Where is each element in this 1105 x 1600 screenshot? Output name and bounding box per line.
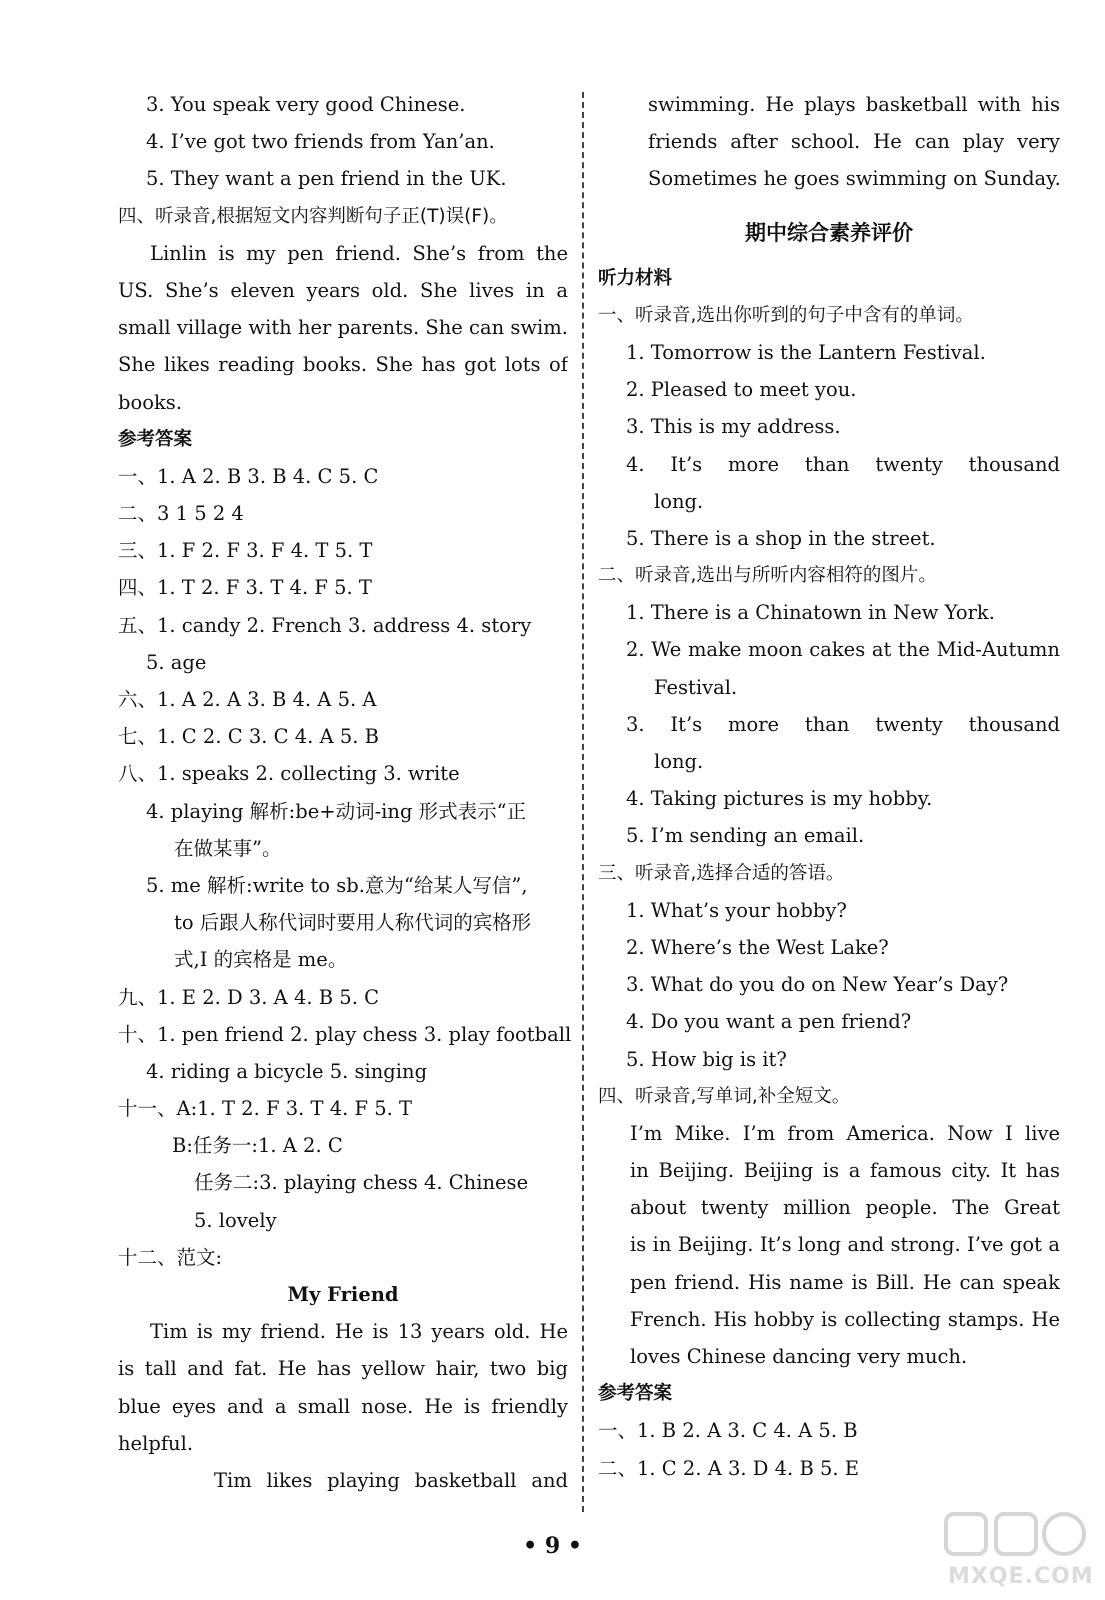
text-line: 十一、A:1. T 2. F 3. T 4. F 5. T <box>118 1097 413 1121</box>
text-line: 三、1. F 2. F 3. F 4. T 5. T <box>118 539 373 563</box>
text-line: 4. Do you want a pen friend? <box>626 1010 912 1034</box>
text-line: 二、3 1 5 2 4 <box>118 502 244 526</box>
text-line: 三、听录音,选择合适的答语。 <box>598 862 845 884</box>
text-line: B:任务一:1. A 2. C <box>172 1134 343 1158</box>
text-line: 2. We make moon cakes at the Mid-Autumn <box>626 638 1060 662</box>
text-line: 3. This is my address. <box>626 415 841 439</box>
text-line: is in Beijing. It’s long and strong. I’ve got a <box>630 1233 1060 1257</box>
text-line: 3. You speak very good Chinese. <box>146 93 466 116</box>
text-line: 五、1. candy 2. French 3. address 4. story <box>118 613 532 637</box>
text-line: 七、1. C 2. C 3. C 4. A 5. B <box>118 725 379 749</box>
text-line: US. She’s eleven years old. She lives in a <box>118 278 568 302</box>
text-line: pen friend. His name is Bill. He can speak <box>630 1270 1060 1294</box>
text-line: 一、听录音,选出你听到的句子中含有的单词。 <box>598 304 974 326</box>
text-line: Festival. <box>654 675 738 699</box>
text-line: 二、听录音,选出与所听内容相符的图片。 <box>598 565 937 587</box>
text-line: long. <box>654 489 704 513</box>
text-line: 六、1. A 2. A 3. B 4. A 5. A <box>118 688 377 711</box>
text-line: 1. Tomorrow is the Lantern Festival. <box>626 340 986 364</box>
text-line: is tall and fat. He has yellow hair, two big <box>118 1357 568 1381</box>
text-line: small village with her parents. She can swim. <box>118 316 568 340</box>
text-line: long. <box>654 750 704 773</box>
text-line: 十、1. pen friend 2. play chess 3. play football <box>118 1022 572 1046</box>
text-line: 一、1. A 2. B 3. B 4. C 5. C <box>118 464 379 488</box>
text-line: to 后跟人称代词时要用人称代词的宾格形 <box>174 911 532 935</box>
text-line: 四、听录音,根据短文内容判断句子正(T)误(F)。 <box>118 205 508 227</box>
text-line: 4. It’s more than twenty thousand <box>626 452 1060 476</box>
text-line: 1. What’s your hobby? <box>626 898 847 922</box>
right-column <box>598 86 1060 1487</box>
watermark-text: MXQE.COM <box>948 1564 1094 1589</box>
text-line: 4. I’ve got two friends from Yan’an. <box>146 130 495 154</box>
text-line: about twenty million people. The Great <box>630 1196 1060 1220</box>
text-line: 式,I 的宾格是 me。 <box>174 948 348 972</box>
text-line: Linlin is my pen friend. She’s from the <box>150 241 568 265</box>
text-line: 3. It’s more than twenty thousand <box>626 712 1060 736</box>
text-line: swimming. He plays basketball with his <box>648 93 1060 116</box>
watermark-icon <box>940 1508 1090 1568</box>
section-title: 期中综合素养评价 <box>745 219 913 245</box>
text-line: My Friend <box>287 1283 399 1306</box>
text-line: 2. Where’s the West Lake? <box>626 935 889 959</box>
text-line: Sometimes he goes swimming on Sunday. <box>648 167 1061 191</box>
text-line: 5. age <box>146 650 207 674</box>
text-line: 5. I’m sending an email. <box>626 824 865 848</box>
text-line: blue eyes and a small nose. He is friendly <box>118 1394 568 1418</box>
text-line: 任务二:3. playing chess 4. Chinese <box>194 1171 529 1195</box>
text-line: 5. me 解析:write to sb.意为“给某人写信”, <box>146 873 528 897</box>
text-line: French. His hobby is collecting stamps. He <box>630 1307 1060 1331</box>
text-line: 1. There is a Chinatown in New York. <box>626 601 995 625</box>
text-line: 3. What do you do on New Year’s Day? <box>626 973 1009 997</box>
text-line: I’m Mike. I’m from America. Now I live <box>630 1121 1060 1145</box>
text-line: 十二、范文: <box>118 1245 223 1269</box>
text-line: 4. Taking pictures is my hobby. <box>626 787 933 811</box>
text-line: 5. There is a shop in the street. <box>626 526 936 550</box>
text-line: 八、1. speaks 2. collecting 3. write <box>118 762 460 786</box>
page-number: • 9 • <box>523 1533 582 1559</box>
text-line: 在做某事”。 <box>174 836 282 860</box>
text-line: in Beijing. Beijing is a famous city. It has <box>630 1159 1060 1183</box>
text-line: friends after school. He can play very <box>648 130 1060 154</box>
column-divider <box>582 92 584 1512</box>
text-line: 5. They want a pen friend in the UK. <box>146 167 507 191</box>
text-line: 参考答案 <box>598 1383 673 1405</box>
text-line: 四、听录音,写单词,补全短文。 <box>598 1085 851 1107</box>
text-line: 4. playing 解析:be+动词-ing 形式表示“正 <box>146 799 527 823</box>
text-line: She likes reading books. She has got lots of <box>118 353 568 377</box>
text-line: Tim is my friend. He is 13 years old. He <box>150 1320 568 1344</box>
text-line: 4. riding a bicycle 5. singing <box>146 1059 428 1083</box>
watermark-logo <box>940 1508 1100 1598</box>
text-line: 四、1. T 2. F 3. T 4. F 5. T <box>118 576 372 600</box>
text-line: 2. Pleased to meet you. <box>626 378 857 402</box>
text-line: Tim likes playing basketball and <box>214 1468 568 1492</box>
text-line: 听力材料 <box>598 267 673 289</box>
text-line: helpful. <box>118 1431 194 1455</box>
text-line: books. <box>118 390 182 414</box>
text-line: 5. How big is it? <box>626 1047 787 1071</box>
text-line: 参考答案 <box>118 428 193 450</box>
text-line: 九、1. E 2. D 3. A 4. B 5. C <box>118 985 380 1009</box>
text-line: loves Chinese dancing very much. <box>630 1345 968 1368</box>
left-column <box>118 86 572 1499</box>
text-line: 5. lovely <box>194 1208 277 1232</box>
text-line: 二、1. C 2. A 3. D 4. B 5. E <box>598 1456 860 1480</box>
text-line: 一、1. B 2. A 3. C 4. A 5. B <box>598 1419 858 1443</box>
